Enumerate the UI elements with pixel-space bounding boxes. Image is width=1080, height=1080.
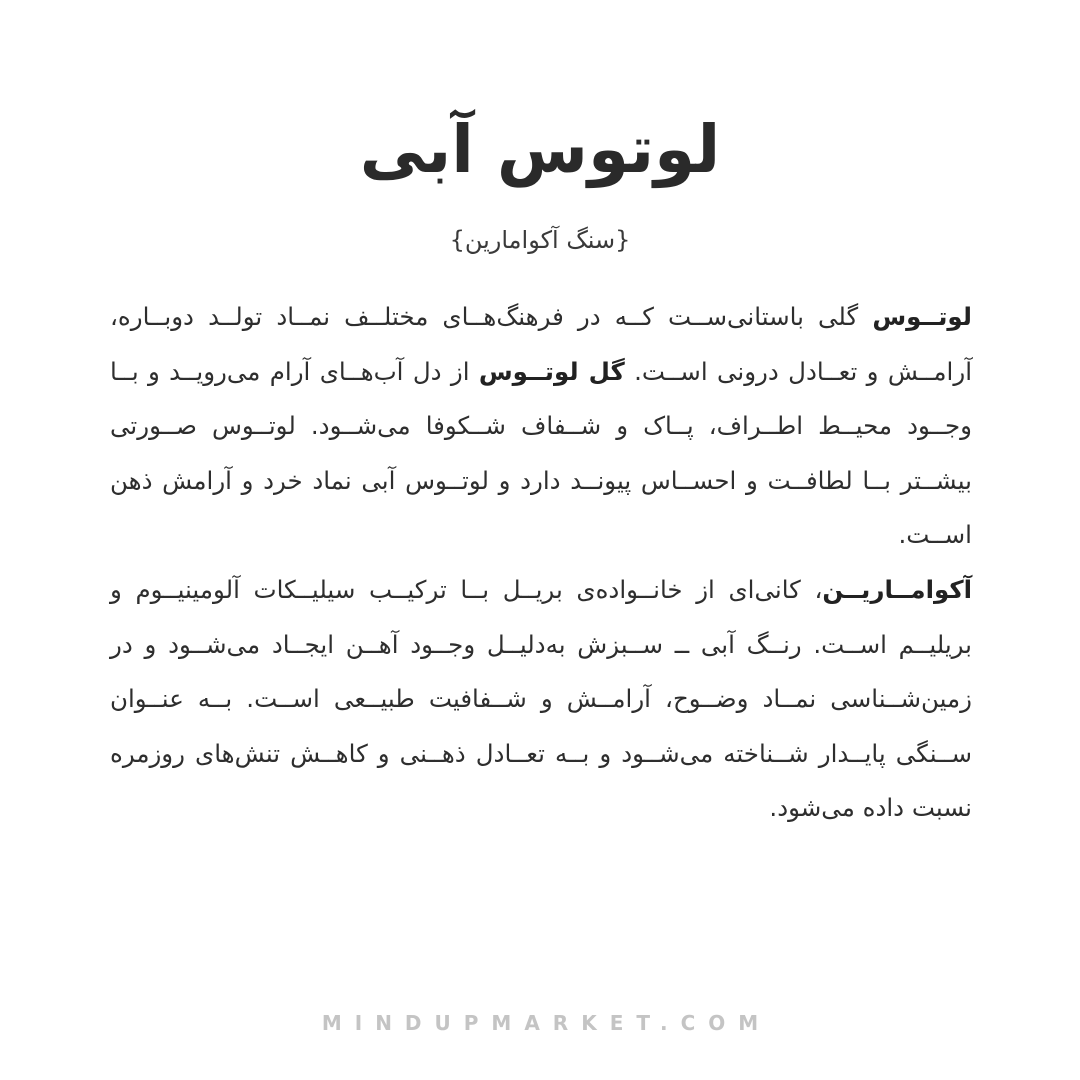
body-text (110, 290, 972, 836)
footer-website: MINDUPMARKET.COM (321, 1011, 772, 1035)
paragraph-text: از دل آب‌هــای آرام می‌رویــد و بــا وجــود محیــط اطــراف، پــاک و شــفاف شــکوفا می‌شــود. لوتــوس صــورتی بیشــتر بــا لطافــت و احســاس پیونــد دارد و لوتــوس آبی نماد خرد و آرامش ذهن اســت. (110, 356, 972, 550)
paragraph-lotus (110, 290, 972, 563)
paragraph-text: گلی باستانی‌ســت کــه در فرهنگ‌هــای مختلــف نمــاد تولــد دوبــاره، آرامــش و تعــادل درونی اســت. (110, 302, 972, 386)
paragraph-aquamarine (110, 563, 972, 836)
page-title: لوتوس آبی (359, 111, 721, 188)
keyword-aquamarine: آکوامــاریــن (822, 574, 972, 604)
paragraph-text: ، کانی‌ای از خانــواده‌ی بریــل بــا ترکیــب سیلیــکات آلومینیــوم و بریلیــم اســت. رنــگ آبی ــ ســبزش به‌دلیــل وجــود آهــن ایجــاد می‌شــود و در زمین‌شــناسی نمــاد وضــوح، آرامــش و شــفافیت طبیــعی اســت. بــه عنــوان ســنگی پایــدار شــناخته می‌شــود و بــه تعــادل ذهــنی و کاهــش تنش‌های روزمره نسبت داده می‌شود. (110, 574, 972, 823)
keyword-lotus: لوتــوس (872, 302, 972, 331)
keyword-lotus-flower: گل لوتــوس (478, 356, 625, 386)
page-subtitle: {سنگ آکوامارین} (449, 226, 631, 254)
